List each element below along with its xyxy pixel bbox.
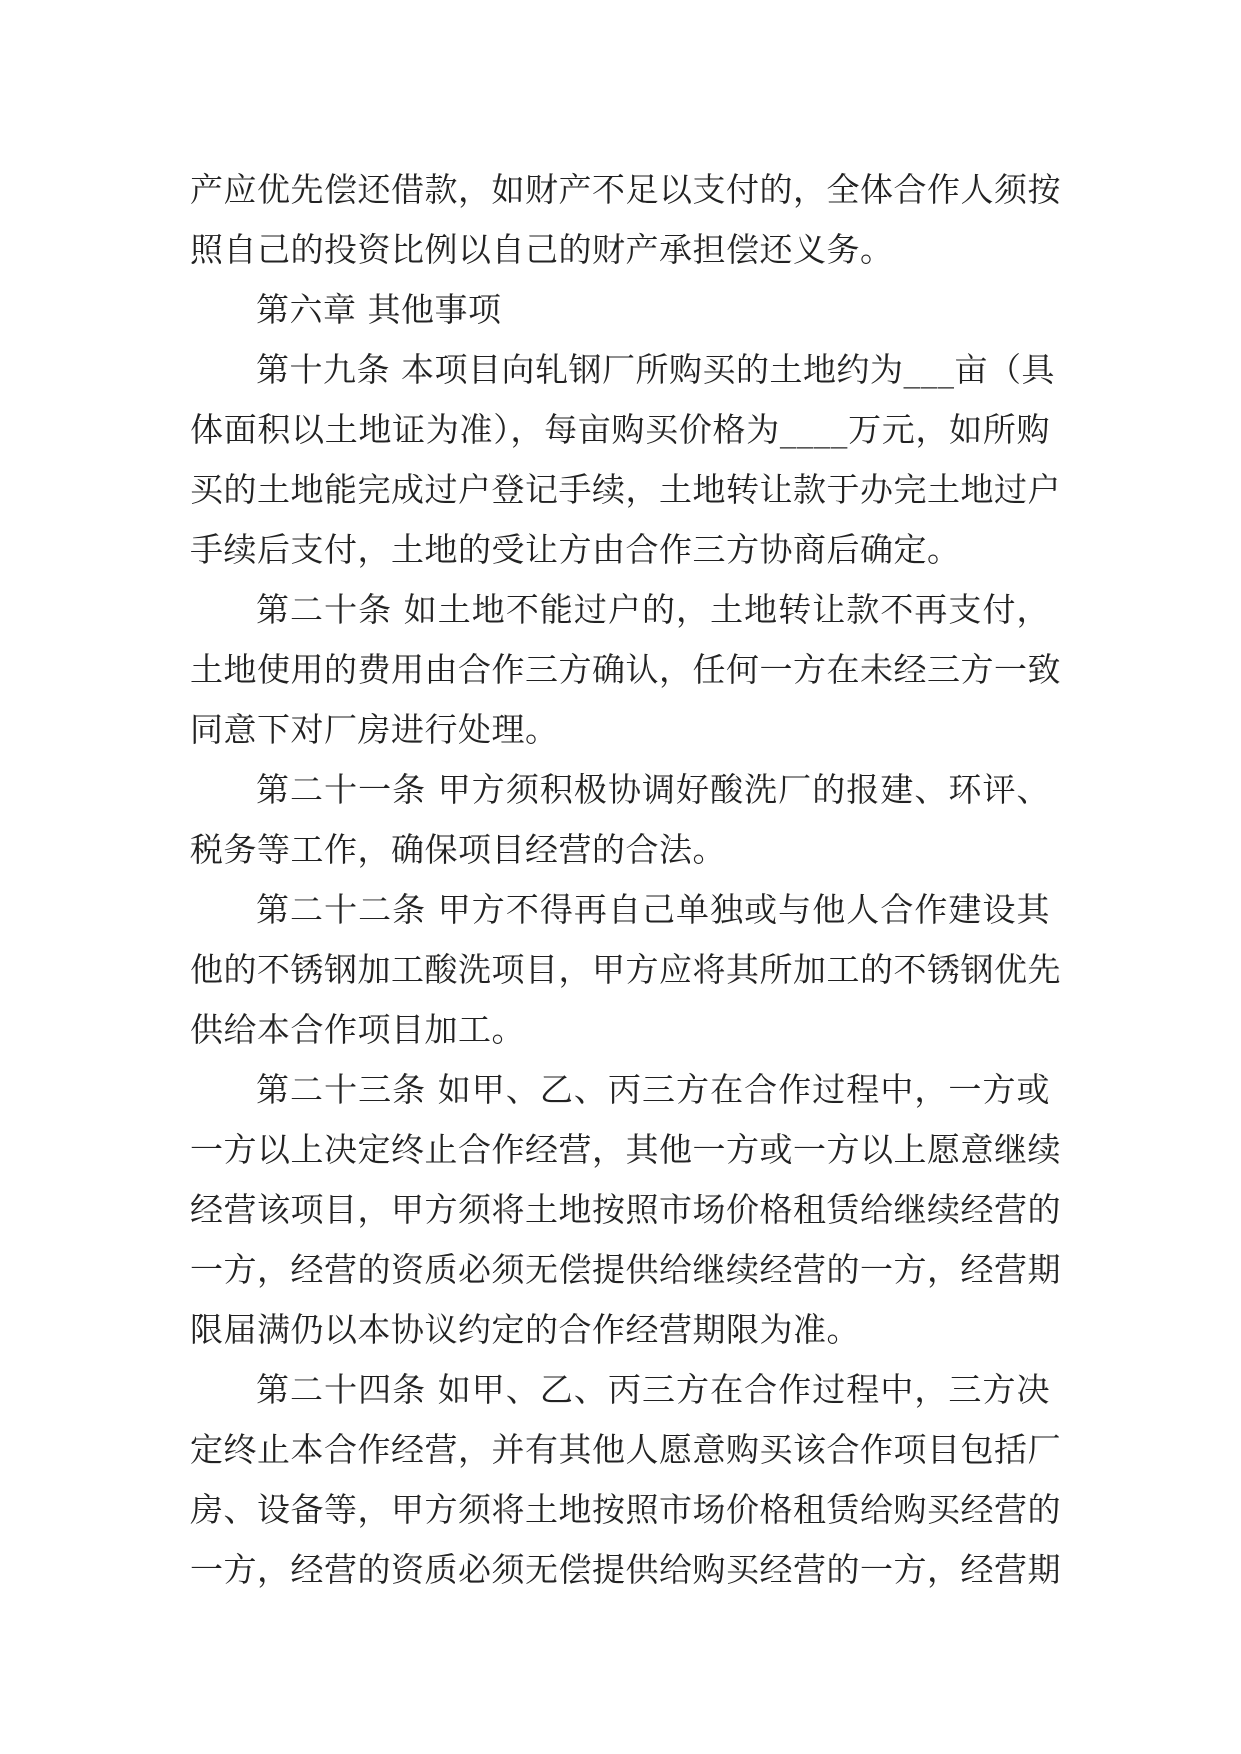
- text-line: 定终止本合作经营，并有其他人愿意购买该合作项目包括厂: [190, 1430, 1061, 1469]
- text-line: 他的不锈钢加工酸洗项目，甲方应将其所加工的不锈钢优先: [190, 950, 1061, 989]
- text-line: 第二十二条 甲方不得再自己单独或与他人合作建设其: [256, 890, 1050, 929]
- text-line: 体面积以土地证为准），每亩购买价格为____万元，如所购: [190, 410, 1050, 449]
- text-line: 手续后支付，土地的受让方由合作三方协商后确定。: [190, 530, 961, 569]
- text-line: 第十九条 本项目向轧钢厂所购买的土地约为___亩（具: [256, 350, 1055, 389]
- text-line: 第二十一条 甲方须积极协调好酸洗厂的报建、环评、: [256, 770, 1050, 809]
- text-line: 照自己的投资比例以自己的财产承担偿还义务。: [190, 230, 894, 269]
- text-line: 一方，经营的资质必须无偿提供给继续经营的一方，经营期: [190, 1250, 1061, 1289]
- text-line: 供给本合作项目加工。: [190, 1010, 525, 1049]
- text-line: 经营该项目，甲方须将土地按照市场价格租赁给继续经营的: [190, 1190, 1061, 1229]
- text-line: 限届满仍以本协议约定的合作经营期限为准。: [190, 1310, 860, 1349]
- text-line: 一方，经营的资质必须无偿提供给购买经营的一方，经营期: [190, 1550, 1061, 1589]
- text-line: 第二十三条 如甲、乙、丙三方在合作过程中，一方或: [256, 1070, 1050, 1109]
- text-line: 土地使用的费用由合作三方确认，任何一方在未经三方一致: [190, 650, 1061, 689]
- text-line: 税务等工作，确保项目经营的合法。: [190, 830, 726, 869]
- text-line: 产应优先偿还借款，如财产不足以支付的，全体合作人须按: [190, 170, 1061, 209]
- text-line: 第二十四条 如甲、乙、丙三方在合作过程中，三方决: [256, 1370, 1050, 1409]
- document-body: [190, 160, 1061, 1600]
- text-line: 同意下对厂房进行处理。: [190, 710, 559, 749]
- text-line: 房、设备等，甲方须将土地按照市场价格租赁给购买经营的: [190, 1490, 1061, 1529]
- text-line: 第六章 其他事项: [256, 290, 502, 329]
- text-line: 第二十条 如土地不能过户的，土地转让款不再支付，: [256, 590, 1050, 629]
- text-line: 买的土地能完成过户登记手续，土地转让款于办完土地过户: [190, 470, 1061, 509]
- text-line: 一方以上决定终止合作经营，其他一方或一方以上愿意继续: [190, 1130, 1061, 1169]
